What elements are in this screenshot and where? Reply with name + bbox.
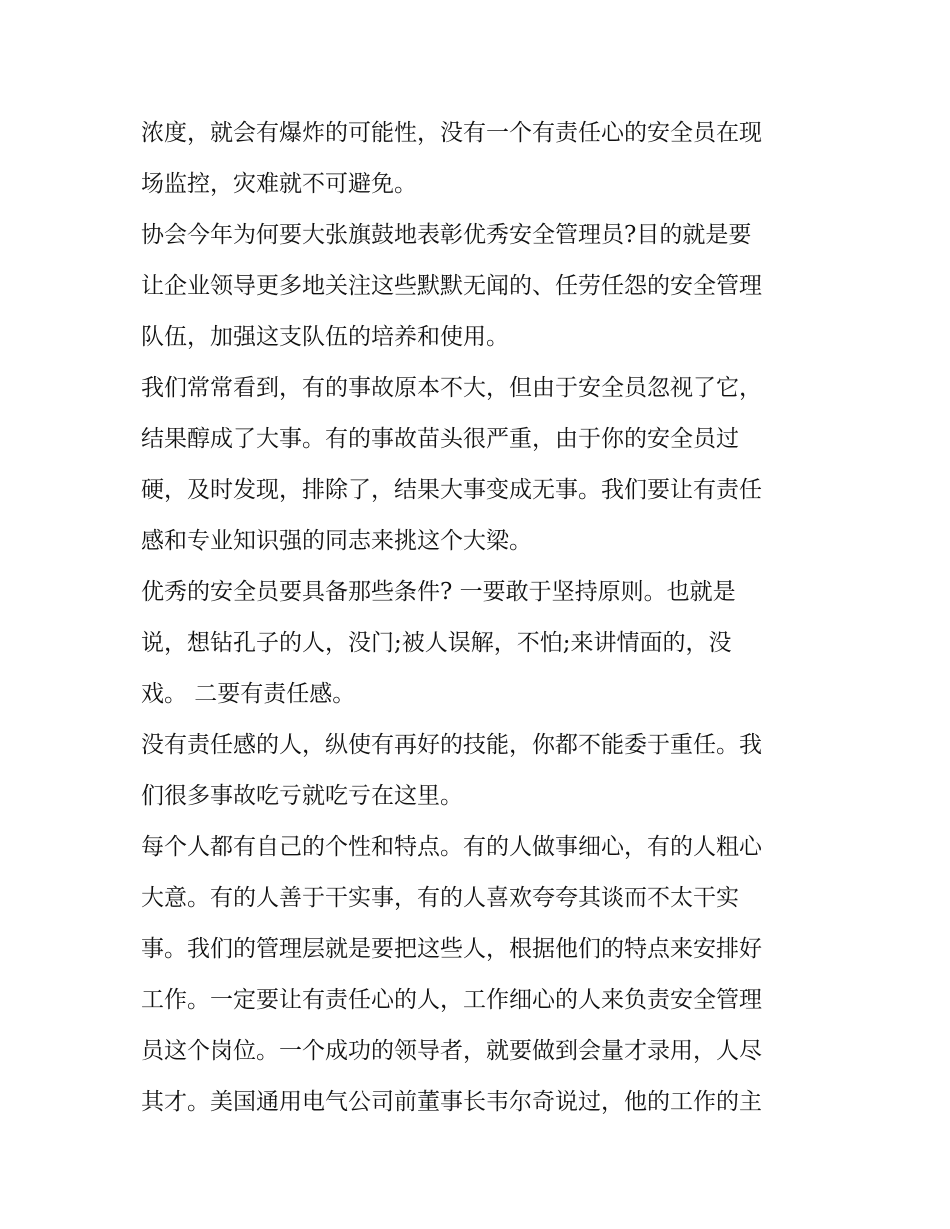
text-line: 们很多事故吃亏就吃亏在这里。	[141, 783, 463, 809]
text-line: 事。我们的管理层就是要把这些人，根据他们的特点来安排好	[141, 936, 762, 962]
text-line: 每个人都有自己的个性和特点。有的人做事细心，有的人粗心	[141, 834, 762, 860]
text-line: 没有责任感的人，纵使有再好的技能，你都不能委于重任。我	[141, 732, 762, 758]
text-line: 优秀的安全员要具备那些条件? 一要敢于坚持原则。也就是	[141, 579, 736, 605]
text-line: 结果醇成了大事。有的事故苗头很严重，由于你的安全员过	[141, 426, 739, 452]
text-line: 让企业领导更多地关注这些默默无闻的、任劳任怨的安全管理	[141, 273, 762, 299]
text-line: 浓度，就会有爆炸的可能性，没有一个有责任心的安全员在现	[141, 120, 762, 146]
text-line: 大意。有的人善于干实事，有的人喜欢夸夸其谈而不太干实	[141, 885, 739, 911]
text-line: 其才。美国通用电气公司前董事长韦尔奇说过，他的工作的主	[141, 1089, 762, 1115]
text-line: 感和专业知识强的同志来挑这个大梁。	[141, 528, 532, 554]
text-line: 硬，及时发现，排除了，结果大事变成无事。我们要让有责任	[141, 477, 762, 503]
text-line: 员这个岗位。一个成功的领导者，就要做到会量才录用，人尽	[141, 1038, 762, 1064]
text-line: 工作。一定要让有责任心的人，工作细心的人来负责安全管理	[141, 987, 762, 1013]
body-text	[141, 108, 821, 1128]
text-line: 我们常常看到，有的事故原本不大，但由于安全员忽视了它，	[141, 375, 762, 401]
text-line: 队伍，加强这支队伍的培养和使用。	[141, 324, 509, 350]
text-line: 说，想钻孔子的人，没门;被人误解，不怕;来讲情面的，没	[141, 630, 732, 656]
text-line: 协会今年为何要大张旗鼓地表彰优秀安全管理员?目的就是要	[141, 222, 752, 248]
text-line: 戏。 二要有责任感。	[141, 681, 356, 707]
text-line: 场监控，灾难就不可避免。	[141, 171, 417, 197]
